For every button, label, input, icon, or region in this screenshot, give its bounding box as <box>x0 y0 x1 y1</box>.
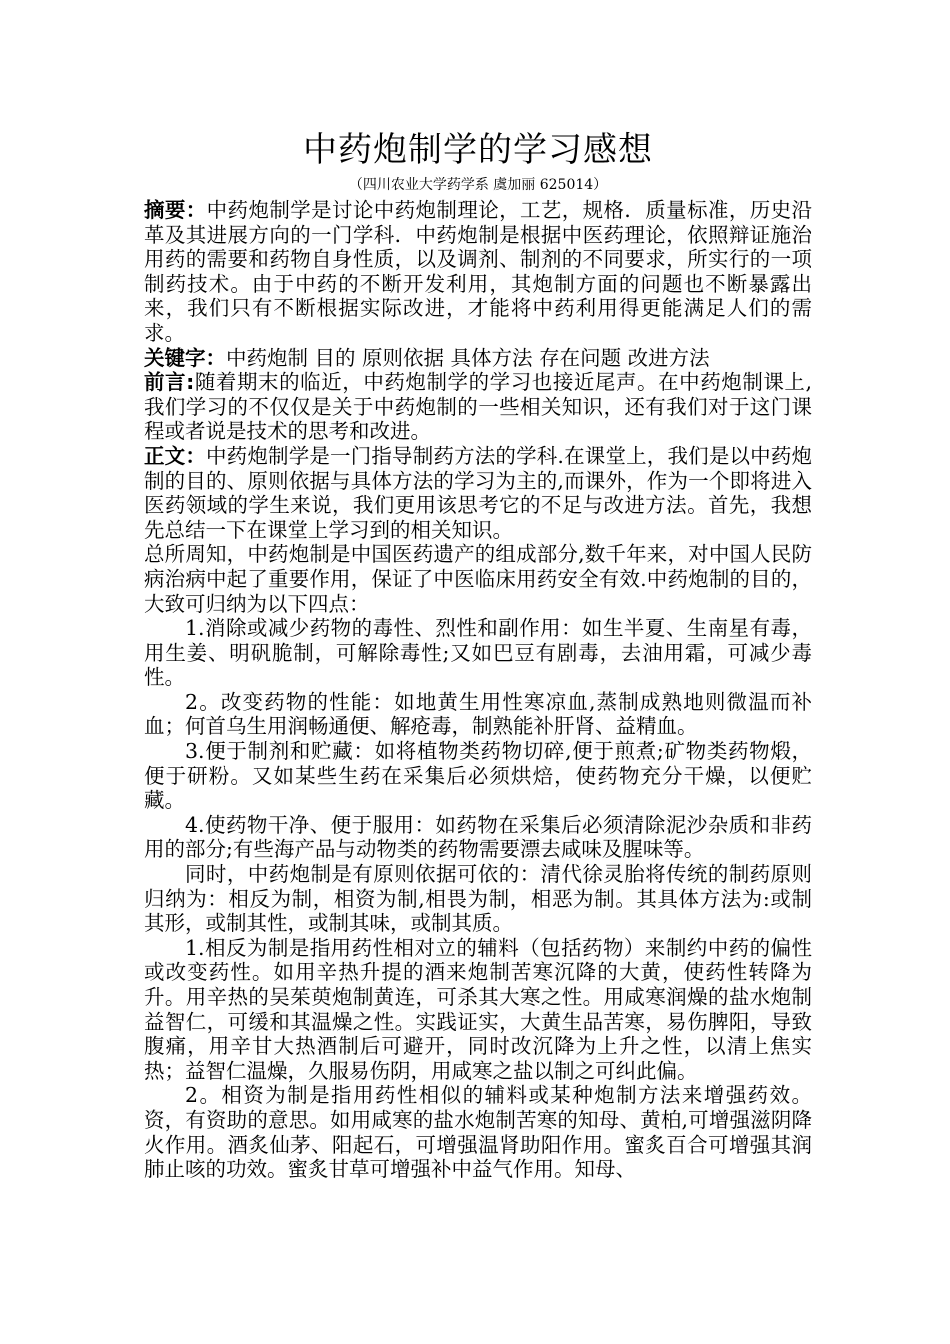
keywords-text: 中药炮制 目的 原则依据 具体方法 存在问题 改进方法 <box>226 345 710 370</box>
abstract-paragraph <box>144 198 812 346</box>
purpose-item-1: 1.消除或减少药物的毒性、烈性和副作用：如生半夏、生南星有毒，用生姜、明矾脆制，可解除毒性;又如巴豆有剧毒，去油用霜，可减少毒性。 <box>144 616 812 690</box>
preface-paragraph <box>144 370 812 444</box>
purpose-item-3: 3.便于制剂和贮藏：如将植物类药物切碎,便于煎煮;矿物类药物煅，便于研粉。又如某些生药在采集后必须烘焙，使药物充分干燥，以便贮藏。 <box>144 739 812 813</box>
preface-text: 随着期末的临近，中药炮制学的学习也接近尾声。在中药炮制课上,我们学习的不仅仅是关于中药炮制的一些相关知识，还有我们对于这门课程或者说是技术的思考和改进。 <box>144 370 812 444</box>
preface-label: 前言: <box>144 370 195 395</box>
abstract-label: 摘要： <box>144 198 207 222</box>
keywords-label: 关键字： <box>144 345 226 370</box>
author-affiliation: （四川农业大学药学系 虞加丽 625014） <box>348 177 608 193</box>
body-label: 正文： <box>144 443 207 468</box>
purpose-item-4: 4.使药物干净、便于服用：如药物在采集后必须清除泥沙杂质和非药用的部分;有些海产品与动物类的药物需要漂去咸味及腥味等。 <box>144 812 812 862</box>
body-intro-text: 中药炮制学是一门指导制药方法的学科.在课堂上，我们是以中药炮制的目的、原则依据与具体方法的学习为主的,而课外，作为一个即将进入医药领域的学生来说，我们更用该思考它的不足与改进方法。首先，我想先总结一下在课堂上学习到的相关知识。 <box>144 443 813 542</box>
principle-paragraph: 同时，中药炮制是有原则依据可依的：清代徐灵胎将传统的制药原则归纳为：相反为制，相资为制,相畏为制，相恶为制。其具体方法为:或制其形，或制其性，或制其味，或制其质。 <box>144 862 812 936</box>
document-title: 中药炮制学的学习感想 <box>303 130 653 170</box>
purpose-item-2: 2。改变药物的性能：如地黄生用性寒凉血,蒸制成熟地则微温而补血；何首乌生用润畅通便、解疮毒，制熟能补肝肾、益精血。 <box>144 689 812 739</box>
keywords-paragraph <box>144 346 812 371</box>
abstract-text: 中药炮制学是讨论中药炮制理论，工艺，规格．质量标准，历史沿革及其进展方向的一门学科．中药炮制是根据中医药理论，依照辩证施治用药的需要和药物自身性质，以及调剂、制剂的不同要求，所实行的一项制药技术。由于中药的不断开发利用，其炮制方面的问题也不断暴露出来，我们只有不断根据实际改进，才能将中药利用得更能满足人们的需求。 <box>144 198 813 345</box>
method-item-2: 2。相资为制是指用药性相似的辅料或某种炮制方法来增强药效。资，有资助的意思。如用咸寒的盐水炮制苦寒的知母、黄柏,可增强滋阴降火作用。酒炙仙茅、阳起石，可增强温肾助阳作用。蜜炙百合可增强其润肺止咳的功效。蜜炙甘草可增强补中益气作用。知母、 <box>144 1083 812 1182</box>
body-paragraph-purposes: 总所周知，中药炮制是中国医药遗产的组成部分,数千年来，对中国人民防病治病中起了重要作用，保证了中医临床用药安全有效.中药炮制的目的，大致可归纳为以下四点： <box>144 542 812 616</box>
document-page <box>144 128 812 1182</box>
body-intro-paragraph <box>144 444 812 542</box>
method-item-1: 1.相反为制是指用药性相对立的辅料（包括药物）来制约中药的偏性或改变药性。如用辛热升提的酒来炮制苦寒沉降的大黄，使药性转降为升。用辛热的吴茱萸炮制黄连，可杀其大寒之性。用咸寒润燥的盐水炮制益智仁，可缓和其温燥之性。实践证实，大黄生品苦寒，易伤脾阳，导致腹痛，用辛甘大热酒制后可避开，同时改沉降为上升之性，以清上焦实热；益智仁温燥，久服易伤阴，用咸寒之盐以制之可纠此偏。 <box>144 935 812 1083</box>
